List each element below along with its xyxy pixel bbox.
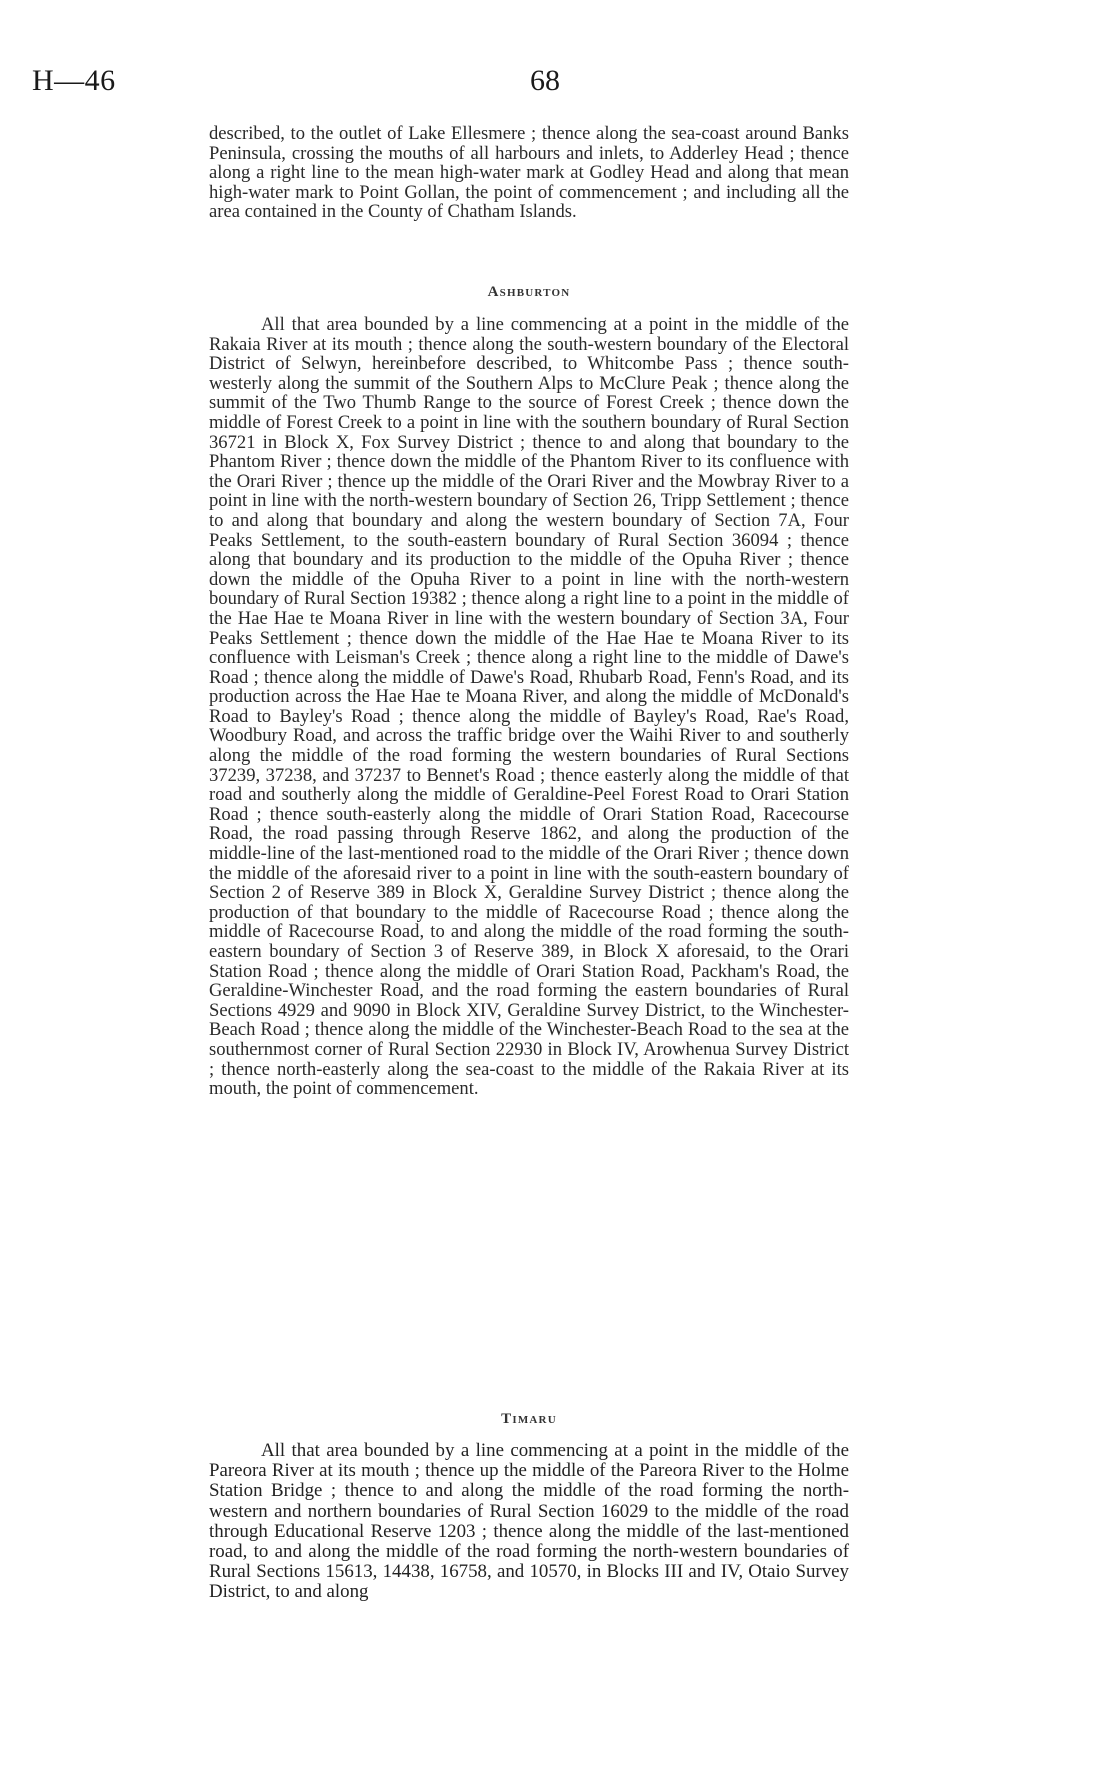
section-heading-container xyxy=(209,284,849,301)
intro-paragraph: described, to the outlet of Lake Ellesmere ; thence along the sea-coast around Banks Peninsula, crossing the mouths of all harbours and inlets, to Adderley Head ; thence along a right line to the mean high-water mark at Godley Head and along that mean high-water mark to Point Gollan, the point of commencement ; and including all the area contained in the County of Chatham Islands. xyxy=(209,123,849,223)
intro-block xyxy=(209,124,849,222)
section-ashburton xyxy=(209,315,849,1099)
section-heading-timaru: Timaru xyxy=(501,1411,557,1427)
section-timaru xyxy=(209,1441,849,1603)
section-heading-container xyxy=(209,1411,849,1428)
section-heading-ashburton: Ashburton xyxy=(487,284,571,300)
document-reference: H—46 xyxy=(32,64,116,97)
page-number: 68 xyxy=(530,64,560,97)
section-paragraph-timaru: All that area bounded by a line commencing at a point in the middle of the Pareora River at its mouth ; thence up the middle of the Pareora River to the Holme Station Bridge ; thence to and along the middle of the road forming the north-western and northern boundaries of Rural Section 16029 to the middle of the road through Educational Reserve 1203 ; thence along the middle of the last-mentioned road, to and along the middle of the road forming the north-western boundaries of Rural Sections 15613, 14438, 16758, and 10570, in Blocks III and IV, Otaio Survey District, to and along xyxy=(209,1440,849,1603)
section-paragraph-ashburton: All that area bounded by a line commencing at a point in the middle of the Rakaia River at its mouth ; thence along the south-western boundary of the Electoral District of Selwyn, hereinbefore described, to Whitcombe Pass ; thence south-westerly along the summit of the Southern Alps to McClure Peak ; thence along the summit of the Two Thumb Range to the source of Forest Creek ; thence down the middle of Forest Creek to a point in line with the southern boundary of Rural Section 36721 in Block X, Fox Survey District ; thence to and along that boundary to the Phantom River ; thence down the middle of the Phantom River to its confluence with the Orari River ; thence up the middle of the Orari River and the Mowbray River to a point in line with the north-western boundary of Section 26, Tripp Settlement ; thence to and along that boundary and along the western boundary of Section 7A, Four Peaks Settlement, to the south-eastern boundary of Rural Section 36094 ; thence along that boundary and its production to the middle of the Opuha River ; thence down the middle of the Opuha River to a point in line with the north-western boundary of Rural Section 19382 ; thence along a right line to a point in the middle of the Hae Hae te Moana River in line with the western boundary of Section 3A, Four Peaks Settlement ; thence down the middle of the Hae Hae te Moana River to its confluence with Leisman's Creek ; thence along a right line to the middle of Dawe's Road ; thence along the middle of Dawe's Road, Rhubarb Road, Fenn's Road, and its production across the Hae Hae te Moana River, and along the middle of McDonald's Road to Bayley's Road ; thence along the middle of Bayley's Road, Rae's Road, Woodbury Road, and across the traffic bridge over the Waihi River to and southerly along the middle of the road forming the western boundaries of Rural Sections 37239, 37238, and 37237 to Bennet's Road ; thence easterly along the middle of that road and southerly along the middle of Geraldine-Peel Forest Road to Orari Station Road ; thence south-easterly along the middle of Orari Station Road, Racecourse Road, the road passing through Reserve 1862, and along the production of the middle-line of the last-mentioned road to the middle of the Orari River ; thence down the middle of the aforesaid river to a point in line with the south-eastern boundary of Section 2 of Reserve 389 in Block X, Geraldine Survey District ; thence along the production of that boundary to the middle of Racecourse Road ; thence along the middle of Racecourse Road, to and along the middle of the road forming the south-eastern boundary of Section 3 of Reserve 389, in Block X aforesaid, to the Orari Station Road ; thence along the middle of Orari Station Road, Packham's Road, the Geraldine-Winchester Road, and the road forming the eastern boundaries of Rural Sections 4929 and 9090 in Block XIV, Geraldine Survey District, to the Winchester-Beach Road ; thence along the middle of the Winchester-Beach Road to the sea at the southernmost corner of Rural Section 22930 in Block IV, Arowhenua Survey District ; thence north-easterly along the sea-coast to the middle of the Rakaia River at its mouth, the point of commencement. xyxy=(209,314,849,1100)
